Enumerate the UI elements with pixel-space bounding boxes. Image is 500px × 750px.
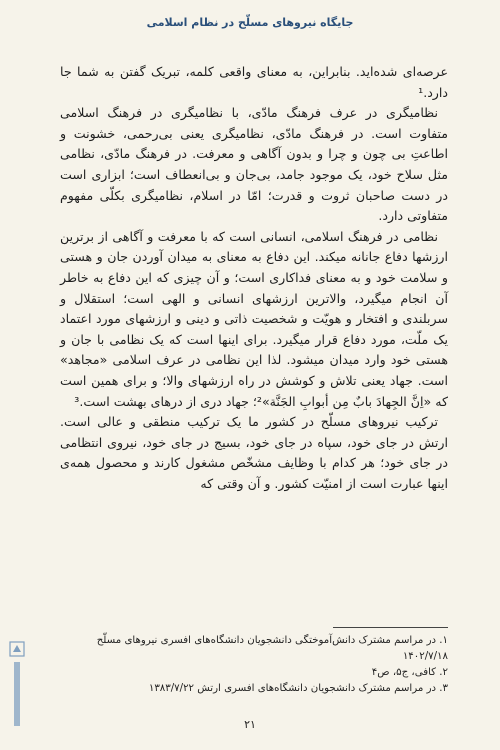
paragraph: ترکیب نیروهای مسلّح در کشور ما یک ترکیب منطقی و عالی است. ارتش در جای خود، سپاه در جای خود، بسیج در جای خود، نیروی انتظامی در جای خود؛ هر کدام با وظایف مشخّص مشغول کارند و محصول همه‌ی اینها عبارت است از امنیّت کشور. و آن وقتی که (60, 414, 448, 491)
paragraph: نظامیگری در عرف فرهنگ مادّی، با نظامیگری در فرهنگ اسلامی متفاوت است. در فرهنگ مادّی، نظامیگری یعنی بی‌رحمی، خشونت و اطاعتِ بی چون و چرا و بدون آگاهی و معرفت. در فرهنگ مادّی، نظامی مثل سلاح خود، یک موجود جامد، بی‌جان و بی‌انعطاف است؛ ابزاری است در دست صاحبان ثروت و قدرت؛ امّا در اسلام، نظامیگری بکلّی مفهوم متفاوتی دارد. (60, 105, 448, 224)
running-header: جایگاه نیروهای مسلّح در نظام اسلامی (146, 16, 354, 29)
publisher-logo-icon (6, 640, 28, 730)
paragraph: نظامی در فرهنگ اسلامی، انسانی است که با معرفت و آگاهی از برترین ارزشها دفاع جانانه میکند. این دفاع به معنای به میدان آوردن جان و هستی و سلامت خود و به معنای فداکاری است؛ و آن چیزی که این دفاع به خاطر آن انجام میگیرد، والاترین ارزشهای انسانی و الهی است؛ استقلال و سربلندی و افتخار و هویّت و شخصیت ذاتی و دینی و ارزشهای مورد اعتماد یک ملّت، مورد دفاع قرار میگیرد. برای اینها است که یک نظامی با جان و هستی خود وارد میدان میشود. لذا این نظامی در عرف اسلامی «مجاهد» است. جهاد یعنی تلاش و کوشش در راه ارزشهای والا؛ و برای همین است که «اِنَّ الجِهادَ بابٌ مِن أبوابِ الجَنَّة»²؛ جهاد دری از درهای بهشت است.³ (60, 228, 448, 409)
footnote: ۳. در مراسم مشترک دانشجویان دانشگاه‌های افسری ارتش ۱۳۸۳/۷/۲۲ (148, 683, 448, 694)
paragraph: عرصه‌ای شده‌اید. بنابراین، به معنای واقعی کلمه، تبریک گفتن به شما جا دارد.¹ (60, 64, 448, 100)
footnotes (60, 633, 448, 697)
body-text (60, 62, 448, 494)
footnote: ۱. در مراسم مشترک دانش‌آموختگی دانشجویان دانشگاه‌های افسری نیروهای مسلّح ۱۴۰۲/۷/۱۸ (96, 635, 448, 662)
page-number: ۲۱ (244, 718, 256, 731)
footnote-divider (333, 627, 448, 628)
footnote: ۲. کافی، ج۵، ص۴ (371, 667, 448, 678)
